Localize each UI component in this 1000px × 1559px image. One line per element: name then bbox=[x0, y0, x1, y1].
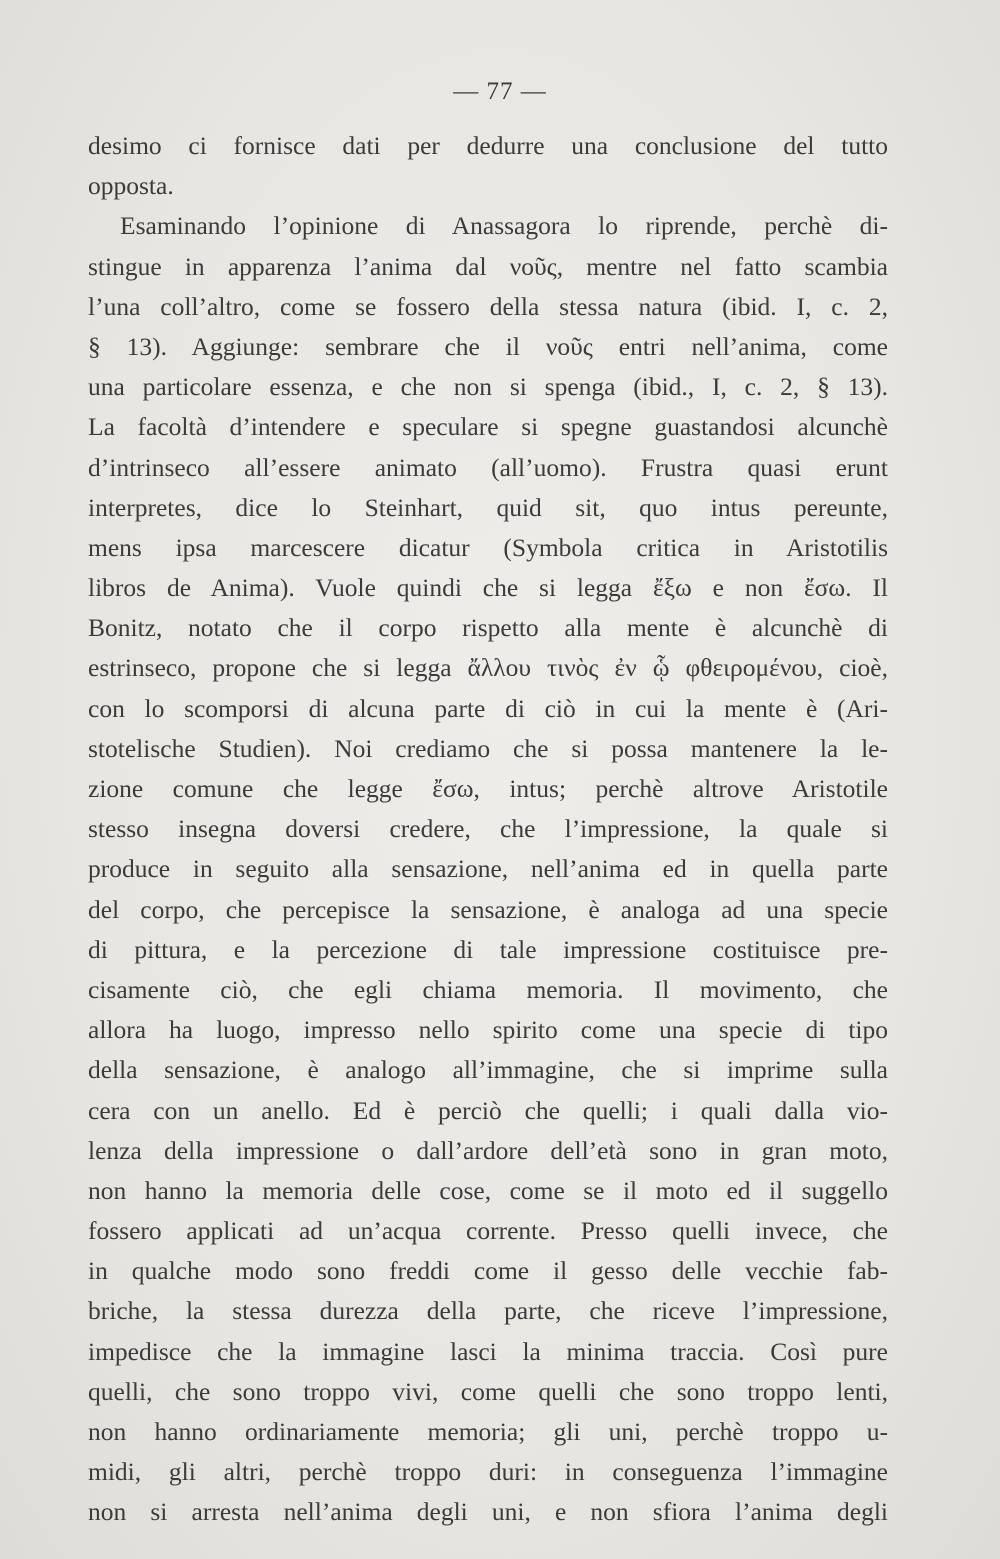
text-line: non si arresta nell’anima degli uni, e non sfiora l’anima degli bbox=[88, 1497, 888, 1527]
text-line: lenza della impressione o dall’ardore dell’età sono in gran moto, bbox=[88, 1135, 888, 1165]
page-number: — 77 — bbox=[453, 78, 547, 105]
text-line: estrinseco, propone che si legga ἄλλου τινὸς ἐν ᾧ φθειρομένου, cioè, bbox=[88, 653, 888, 683]
text-line: La facoltà d’intendere e speculare si spegne guastandosi alcunchè bbox=[88, 412, 888, 442]
text-line: della sensazione, è analogo all’immagine, che si imprime sulla bbox=[88, 1055, 888, 1085]
text-line: stotelische Studien). Noi crediamo che si possa mantenere la le- bbox=[88, 733, 888, 763]
text-line: con lo scomporsi di alcuna parte di ciò in cui la mente è (Ari- bbox=[88, 693, 888, 723]
text-line: produce in seguito alla sensazione, nell’anima ed in quella parte bbox=[88, 854, 888, 884]
text-line: libros de Anima). Vuole quindi che si legga ἔξω e non ἔσω. Il bbox=[88, 573, 888, 603]
text-line: non hanno ordinariamente memoria; gli uni, perchè troppo u- bbox=[88, 1417, 888, 1446]
text-line: del corpo, che percepisce la sensazione, è analoga ad una specie bbox=[88, 894, 888, 924]
text-line: § 13). Aggiunge: sembrare che il νοῦς entri nell’anima, come bbox=[88, 331, 888, 361]
text-line: desimo ci fornisce dati per dedurre una conclusione del tutto bbox=[88, 131, 888, 160]
text-line: briche, la stessa durezza della parte, che riceve l’impressione, bbox=[88, 1296, 888, 1326]
text-line: l’una coll’altro, come se fossero della stessa natura (ibid. I, c. 2, bbox=[88, 291, 888, 321]
text-line: d’intrinseco all’essere animato (all’uomo). Frustra quasi erunt bbox=[88, 452, 888, 482]
text-line: cera con un anello. Ed è perciò che quelli; i quali dalla vio- bbox=[88, 1095, 888, 1125]
text-line: zione comune che legge ἔσω, intus; perchè altrove Aristotile bbox=[88, 774, 888, 803]
text-line: opposta. bbox=[88, 171, 174, 201]
text-line: midi, gli altri, perchè troppo duri: in conseguenza l’immagine bbox=[88, 1457, 888, 1487]
text-line: Bonitz, notato che il corpo rispetto alla mente è alcunchè di bbox=[88, 613, 888, 643]
text-line: cisamente ciò, che egli chiama memoria. Il movimento, che bbox=[88, 974, 888, 1004]
text-line: mens ipsa marcescere dicatur (Symbola critica in Aristotilis bbox=[88, 532, 888, 562]
text-line: non hanno la memoria delle cose, come se il moto ed il suggello bbox=[88, 1175, 888, 1205]
text-line: stesso insegna doversi credere, che l’impressione, la quale si bbox=[88, 814, 888, 844]
text-line: quelli, che sono troppo vivi, come quelli che sono troppo lenti, bbox=[88, 1376, 888, 1406]
text-line: in qualche modo sono freddi come il gesso delle vecchie fab- bbox=[88, 1256, 888, 1286]
text-line: di pittura, e la percezione di tale impressione costituisce pre- bbox=[88, 934, 888, 964]
text-line: una particolare essenza, e che non si spenga (ibid., I, c. 2, § 13). bbox=[88, 372, 888, 402]
text-line: impedisce che la immagine lasci la minima traccia. Così pure bbox=[88, 1336, 888, 1366]
body-text bbox=[88, 126, 888, 1533]
text-line: stingue in apparenza l’anima dal νοῦς, mentre nel fatto scambia bbox=[88, 251, 888, 281]
text-line: allora ha luogo, impresso nello spirito come una specie di tipo bbox=[88, 1015, 888, 1045]
text-line: interpretes, dice lo Steinhart, quid sit, quo intus pereunte, bbox=[88, 492, 888, 522]
text-line: fossero applicati ad un’acqua corrente. Presso quelli invece, che bbox=[88, 1216, 888, 1246]
text-line: Esaminando l’opinione di Anassagora lo riprende, perchè di- bbox=[120, 211, 888, 241]
